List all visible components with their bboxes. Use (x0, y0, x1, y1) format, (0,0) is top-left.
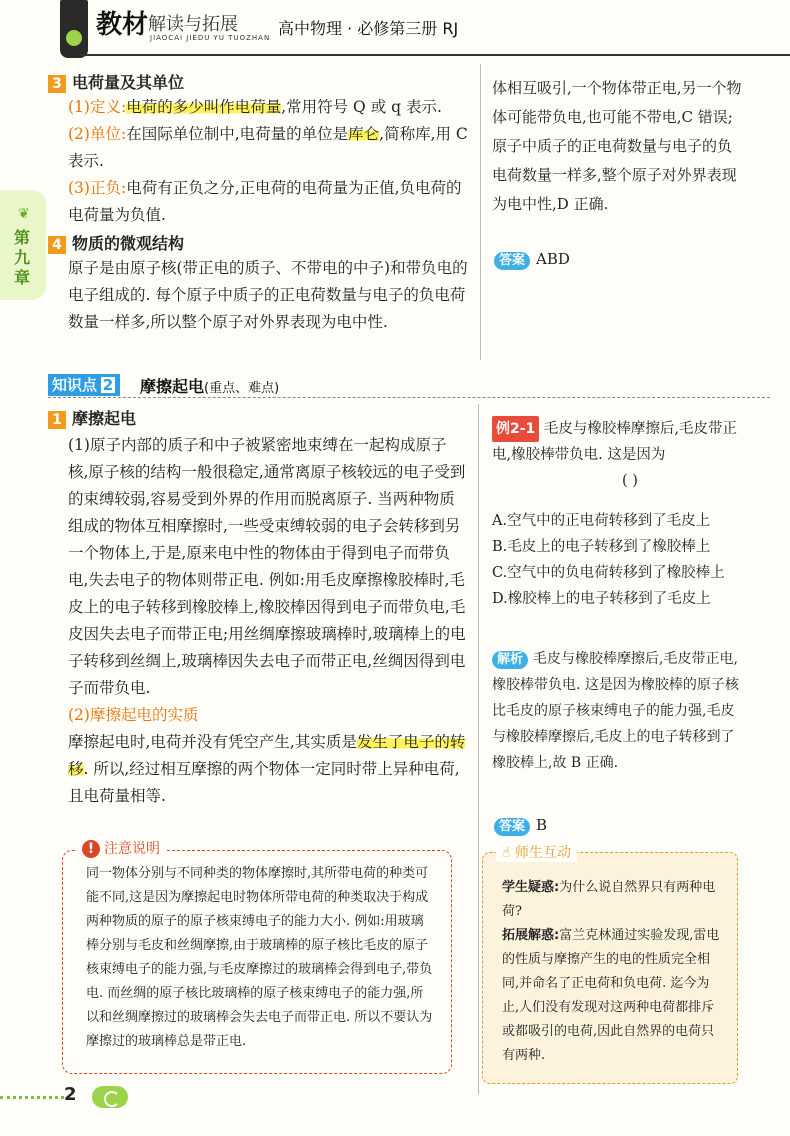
section-number: 3 (48, 75, 66, 93)
answer-label: 答案 (494, 818, 530, 836)
knowledge-point-badge: 知识点 2 (48, 374, 120, 396)
leaf-icon: ❦ (18, 206, 30, 222)
section-title: 摩擦起电 (72, 409, 137, 428)
micro-structure-paragraph: 原子是由原子核(带正电的质子、不带电的中子)和带负电的电子组成的. 每个原子中质子的正电荷数量与电子的负电荷数量一样多,所以整个原子对外界表现为电中性. (68, 259, 468, 331)
interaction-text (502, 876, 726, 1068)
friction-paragraph-2: 摩擦起电时,电荷并没有凭空产生,其实质是发生了电子的转移. 所以,经过相互摩擦的两个物体一定同时带上异种电荷,且电荷量相等. (68, 733, 466, 805)
header-book-icon (60, 0, 88, 58)
example-options (492, 508, 742, 612)
section-charge-quantity (48, 70, 468, 336)
option-a: A.空气中的正电荷转移到了毛皮上 (492, 513, 711, 529)
unit-paragraph: (2)单位:在国际单位制中,电荷量的单位是库仑,简称库,用 C 表示. (68, 125, 468, 170)
extended-answer: 拓展解惑:富兰克林通过实验发现,雷电的性质与摩擦产生的电的性质完全相同,并命名了正电荷和负电荷. 迄今为止,人们没有发现对这两种电荷都排斥或都吸引的电荷,因此自然界的电荷只有两种. (502, 928, 720, 1063)
option-c: C.空气中的负电荷转移到了橡胶棒上 (492, 565, 725, 581)
note-text: 同一物体分别与不同种类的物体摩擦时,其所带电荷的种类可能不同,这是因为摩擦起电时物体所带电荷的种类取决于构成两种物质的原子的原子核束缚电子的能力大小. 例如:用玻璃棒分别与毛皮和丝绸摩擦,由于玻璃棒的原子核比毛皮的原子核束缚电子的能力强,与毛皮摩擦过的玻璃棒会得到电子,带负电. 而丝绸的原子核比玻璃棒的原子核束缚电子的能力强,所以和丝绸摩擦过的玻璃棒会失去电子而带正电. 所以不要认为摩擦过的玻璃棒总是带正电. (86, 866, 433, 1049)
column-divider (480, 64, 481, 360)
example-analysis: 解析 毛皮与橡胶棒摩擦后,毛皮带正电,橡胶棒带负电. 这是因为橡胶棒的原子核比毛皮的原子核束缚电子的能力强,毛皮与橡胶棒摩擦后,毛皮上的电子转移到了橡胶棒上,故 B 正确. (492, 651, 739, 771)
interaction-header: ☝ 师生互动 (496, 842, 577, 862)
section-title: 电荷量及其单位 (72, 73, 185, 92)
analysis-label: 解析 (492, 651, 528, 669)
answer-bracket: ( ) (622, 473, 638, 489)
answer-label: 答案 (494, 252, 530, 270)
friction-paragraph-1: (1)原子内部的质子和中子被紧密地束缚在一起构成原子核,原子核的结构一般很稳定,通常离原子核较远的电子受到的束缚较弱,容易受到外界的作用而脱离原子. 当两种物质组成的物体互相摩擦时,一些受束缚较弱的电子会转移到另一个物体上,于是,原来电中性的物体由于得到电子而带负电,失去电子的物体则带正电. 例如:用毛皮摩擦橡胶棒时,毛皮上的电子转移到橡胶棒上,橡胶棒因得到电子而带负电,毛皮因失去电子而带正电;用丝绸摩擦玻璃棒时,玻璃棒上的电子转移到丝绸上,玻璃棒因失去电子而带正电,丝绸因得到电子而带负电. (68, 436, 466, 697)
sign-paragraph: (3)正负:电荷有正负之分,正电荷的电荷量为正值,负电荷的电荷量为负值. (68, 179, 462, 224)
previous-answer (494, 250, 570, 270)
previous-analysis-continued: 体相互吸引,一个物体带正电,另一个物体可能带负电,也可能不带电,C 错误;原子中质子的正电荷数量与电子的负电荷数量一样多,整个原子对外界表现为电中性,D 正确. (492, 79, 742, 213)
example-answer (494, 816, 547, 836)
footer-tab-icon (92, 1086, 128, 1108)
example-question: 例2-1 毛皮与橡胶棒摩擦后,毛皮带正电,橡胶棒带负电. 这是因为 ( ) (492, 416, 742, 494)
book-subject: 高中物理 · 必修第三册 RJ (278, 19, 459, 38)
section-number: 4 (48, 236, 66, 254)
chapter-label: 第九章 (13, 228, 30, 287)
column-divider (478, 404, 479, 1094)
section-title: 物质的微观结构 (72, 234, 185, 253)
section-number: 1 (48, 411, 66, 429)
answer-value: ABD (536, 250, 570, 268)
exclamation-icon: ! (82, 840, 100, 858)
knowledge-point-title: 摩擦起电(重点、难点) (140, 377, 280, 396)
footer-dots (0, 1096, 64, 1105)
knowledge-divider (48, 397, 770, 399)
note-header: ! 注意说明 (76, 838, 166, 858)
book-title-main: 教材 (96, 10, 149, 40)
header-divider (80, 54, 790, 56)
friction-subheading: (2)摩擦起电的实质 (68, 706, 199, 724)
answer-value: B (536, 816, 548, 834)
book-title-rest: 解读与拓展 (148, 14, 238, 35)
student-question: 学生疑惑:为什么说自然界只有两种电荷? (502, 880, 716, 919)
option-b: B.毛皮上的电子转移到了橡胶棒上 (492, 539, 711, 555)
book-title-pinyin: JIAOCAI JIEDU YU TUOZHAN (150, 34, 271, 42)
definition-paragraph: (1)定义:电荷的多少叫作电荷量,常用符号 Q 或 q 表示. (68, 98, 442, 116)
example-label: 例2-1 (492, 416, 539, 442)
hand-icon: ☝ (502, 845, 515, 861)
section-friction-electrification (48, 406, 466, 810)
page-number: 2 (64, 1084, 77, 1105)
option-d: D.橡胶棒上的电子转移到了毛皮上 (492, 591, 711, 607)
